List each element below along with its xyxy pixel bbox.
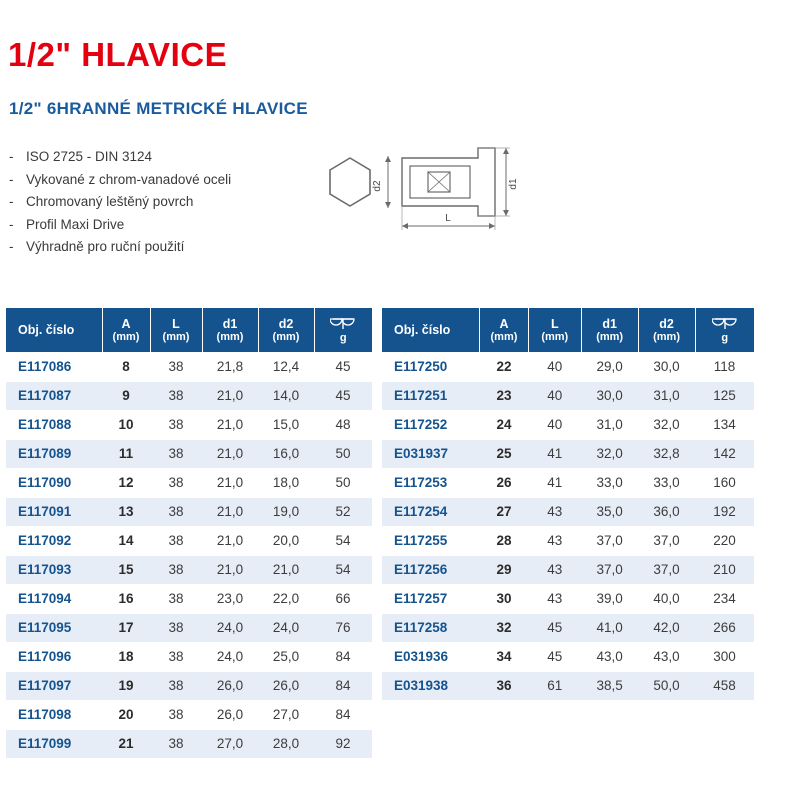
cell-code: E117251 <box>382 381 480 410</box>
table-row <box>6 700 372 729</box>
cell-value: 24 <box>480 410 529 439</box>
cell-value: 33,0 <box>581 468 638 497</box>
cell-value: 20 <box>102 700 150 729</box>
cell-code: E117099 <box>6 729 102 758</box>
cell-value: 43,0 <box>581 642 638 671</box>
cell-value: 41 <box>528 439 581 468</box>
cell-value: 192 <box>695 497 754 526</box>
cell-value: 21,0 <box>202 468 258 497</box>
cell-value: 38 <box>150 642 202 671</box>
cell-code: E117090 <box>6 468 102 497</box>
cell-value: 458 <box>695 671 754 700</box>
cell-value: 12,4 <box>258 352 314 381</box>
feature-text: Chromovaný leštěný povrch <box>26 194 194 209</box>
feature-text: Vykované z chrom-vanadové oceli <box>26 171 232 187</box>
column-header-code: Obj. číslo <box>6 308 102 352</box>
scale-icon <box>330 316 356 332</box>
cell-value: 38 <box>150 497 202 526</box>
cell-value: 26,0 <box>258 671 314 700</box>
cell-value: 84 <box>314 671 372 700</box>
cell-value: 38 <box>150 381 202 410</box>
cell-value: 26,0 <box>202 700 258 729</box>
cell-value: 25 <box>480 439 529 468</box>
cell-value: 28,0 <box>258 729 314 758</box>
table-row <box>382 555 754 584</box>
cell-value: 9 <box>102 381 150 410</box>
table-row <box>6 613 372 642</box>
column-header-weight: g <box>314 308 372 352</box>
cell-value: 23,0 <box>202 584 258 613</box>
column-header-d2: d2 (mm) <box>258 308 314 352</box>
table-row <box>6 468 372 497</box>
cell-value: 12 <box>102 468 150 497</box>
cell-value: 134 <box>695 410 754 439</box>
page-title: 1/2" HLAVICE <box>8 36 228 73</box>
list-item <box>9 146 231 169</box>
cell-value: 52 <box>314 497 372 526</box>
cell-value: 40 <box>528 381 581 410</box>
cell-value: 45 <box>528 642 581 671</box>
product-table-right <box>382 308 754 701</box>
cell-value: 43 <box>528 555 581 584</box>
cell-code: E117258 <box>382 613 480 642</box>
cell-value: 38 <box>150 526 202 555</box>
cell-value: 37,0 <box>638 555 695 584</box>
cell-value: 21,0 <box>202 497 258 526</box>
cell-value: 15 <box>102 555 150 584</box>
table-row <box>6 381 372 410</box>
cell-value: 25,0 <box>258 642 314 671</box>
cell-value: 21,0 <box>202 555 258 584</box>
cell-value: 210 <box>695 555 754 584</box>
column-header-code: Obj. číslo <box>382 308 480 352</box>
cell-value: 38 <box>150 613 202 642</box>
cell-code: E117095 <box>6 613 102 642</box>
cell-value: 21,0 <box>258 555 314 584</box>
cell-value: 39,0 <box>581 584 638 613</box>
cell-value: 38,5 <box>581 671 638 700</box>
label-d2: d2 <box>372 180 383 192</box>
cell-value: 50 <box>314 439 372 468</box>
cell-code: E117096 <box>6 642 102 671</box>
cell-value: 45 <box>314 352 372 381</box>
cell-value: 34 <box>480 642 529 671</box>
cell-value: 38 <box>150 584 202 613</box>
cell-code: E117093 <box>6 555 102 584</box>
cell-value: 142 <box>695 439 754 468</box>
table-row <box>382 613 754 642</box>
cell-value: 22,0 <box>258 584 314 613</box>
cell-value: 15,0 <box>258 410 314 439</box>
table-row <box>382 671 754 700</box>
cell-code: E117250 <box>382 352 480 381</box>
cell-value: 8 <box>102 352 150 381</box>
column-header-a: A (mm) <box>480 308 529 352</box>
table-row <box>382 352 754 381</box>
dash-icon: - <box>9 171 14 187</box>
cell-value: 84 <box>314 642 372 671</box>
cell-value: 17 <box>102 613 150 642</box>
table-row <box>382 439 754 468</box>
cell-value: 40,0 <box>638 584 695 613</box>
table-row <box>6 410 372 439</box>
cell-value: 24,0 <box>258 613 314 642</box>
cell-value: 27 <box>480 497 529 526</box>
cell-value: 21,0 <box>202 381 258 410</box>
cell-value: 43 <box>528 526 581 555</box>
cell-value: 37,0 <box>581 555 638 584</box>
cell-value: 38 <box>150 439 202 468</box>
cell-code: E117091 <box>6 497 102 526</box>
list-item <box>9 214 231 237</box>
cell-value: 30,0 <box>581 381 638 410</box>
cell-value: 18 <box>102 642 150 671</box>
cell-value: 19 <box>102 671 150 700</box>
cell-code: E117089 <box>6 439 102 468</box>
scale-icon <box>712 316 738 332</box>
feature-text: Profil Maxi Drive <box>26 216 125 232</box>
cell-value: 32 <box>480 613 529 642</box>
cell-code: E117252 <box>382 410 480 439</box>
cell-value: 37,0 <box>638 526 695 555</box>
cell-value: 19,0 <box>258 497 314 526</box>
cell-value: 45 <box>528 613 581 642</box>
cell-value: 40 <box>528 410 581 439</box>
table-row <box>382 468 754 497</box>
cell-value: 14,0 <box>258 381 314 410</box>
cell-value: 21,0 <box>202 526 258 555</box>
socket-technical-drawing <box>310 138 540 248</box>
table-row <box>382 584 754 613</box>
cell-value: 38 <box>150 671 202 700</box>
cell-code: E117087 <box>6 381 102 410</box>
dash-icon: - <box>9 216 14 232</box>
list-item <box>9 169 231 192</box>
cell-value: 38 <box>150 555 202 584</box>
cell-value: 32,0 <box>581 439 638 468</box>
cell-value: 28 <box>480 526 529 555</box>
cell-value: 43 <box>528 584 581 613</box>
cell-value: 42,0 <box>638 613 695 642</box>
cell-value: 66 <box>314 584 372 613</box>
cell-value: 21,0 <box>202 410 258 439</box>
column-header-l: L (mm) <box>150 308 202 352</box>
cell-value: 160 <box>695 468 754 497</box>
cell-value: 27,0 <box>258 700 314 729</box>
table-row <box>382 497 754 526</box>
dash-icon: - <box>9 239 14 254</box>
cell-value: 76 <box>314 613 372 642</box>
cell-value: 61 <box>528 671 581 700</box>
cell-value: 21,8 <box>202 352 258 381</box>
table-row <box>6 729 372 758</box>
cell-value: 54 <box>314 555 372 584</box>
dash-icon: - <box>9 149 14 164</box>
table-row <box>6 439 372 468</box>
cell-code: E117097 <box>6 671 102 700</box>
cell-value: 20,0 <box>258 526 314 555</box>
column-header-weight: g <box>695 308 754 352</box>
cell-value: 10 <box>102 410 150 439</box>
column-header-d1: d1 (mm) <box>202 308 258 352</box>
cell-code: E117253 <box>382 468 480 497</box>
cell-value: 22 <box>480 352 529 381</box>
table-row <box>6 352 372 381</box>
cell-value: 36 <box>480 671 529 700</box>
table-row <box>382 410 754 439</box>
cell-value: 24,0 <box>202 642 258 671</box>
cell-value: 37,0 <box>581 526 638 555</box>
feature-text: ISO 2725 - DIN 3124 <box>26 149 153 164</box>
column-header-a: A (mm) <box>102 308 150 352</box>
table-row <box>6 671 372 700</box>
cell-value: 30,0 <box>638 352 695 381</box>
dash-icon: - <box>9 194 14 209</box>
cell-value: 41,0 <box>581 613 638 642</box>
cell-value: 26,0 <box>202 671 258 700</box>
cell-value: 92 <box>314 729 372 758</box>
table-body-left <box>6 352 372 758</box>
table-row <box>382 642 754 671</box>
table-row <box>6 526 372 555</box>
cell-value: 23 <box>480 381 529 410</box>
cell-value: 14 <box>102 526 150 555</box>
cell-value: 21 <box>102 729 150 758</box>
socket-body-outline <box>402 148 495 216</box>
cell-value: 31,0 <box>638 381 695 410</box>
cell-code: E117094 <box>6 584 102 613</box>
table-header-left <box>6 308 372 352</box>
cell-value: 50,0 <box>638 671 695 700</box>
cell-value: 220 <box>695 526 754 555</box>
cell-value: 29,0 <box>581 352 638 381</box>
table-row <box>6 555 372 584</box>
column-header-l: L (mm) <box>528 308 581 352</box>
cell-value: 38 <box>150 410 202 439</box>
cell-value: 18,0 <box>258 468 314 497</box>
cell-value: 54 <box>314 526 372 555</box>
cell-code: E117092 <box>6 526 102 555</box>
cell-value: 38 <box>150 700 202 729</box>
cell-value: 40 <box>528 352 581 381</box>
cell-value: 43,0 <box>638 642 695 671</box>
cell-value: 84 <box>314 700 372 729</box>
cell-value: 27,0 <box>202 729 258 758</box>
cell-value: 36,0 <box>638 497 695 526</box>
page-subtitle: 1/2" 6HRANNÉ METRICKÉ HLAVICE <box>9 99 308 118</box>
cell-value: 266 <box>695 613 754 642</box>
cell-value: 32,8 <box>638 439 695 468</box>
cell-value: 32,0 <box>638 410 695 439</box>
column-header-d2: d2 (mm) <box>638 308 695 352</box>
table-body-right <box>382 352 754 700</box>
cell-value: 41 <box>528 468 581 497</box>
cell-value: 38 <box>150 729 202 758</box>
cell-code: E031937 <box>382 439 480 468</box>
cell-value: 16,0 <box>258 439 314 468</box>
cell-value: 50 <box>314 468 372 497</box>
cell-value: 38 <box>150 468 202 497</box>
cell-value: 125 <box>695 381 754 410</box>
cell-value: 30 <box>480 584 529 613</box>
table-row <box>6 497 372 526</box>
cell-value: 11 <box>102 439 150 468</box>
label-d1: d1 <box>508 178 519 190</box>
cell-value: 43 <box>528 497 581 526</box>
cell-value: 21,0 <box>202 439 258 468</box>
cell-value: 48 <box>314 410 372 439</box>
list-item <box>9 191 231 214</box>
table-row <box>382 381 754 410</box>
cell-value: 234 <box>695 584 754 613</box>
table-row <box>6 584 372 613</box>
cell-value: 45 <box>314 381 372 410</box>
cell-code: E117086 <box>6 352 102 381</box>
list-item <box>9 236 231 259</box>
cell-value: 300 <box>695 642 754 671</box>
cell-value: 26 <box>480 468 529 497</box>
cell-value: 35,0 <box>581 497 638 526</box>
table-row <box>382 526 754 555</box>
cell-value: 38 <box>150 352 202 381</box>
cell-code: E117088 <box>6 410 102 439</box>
cell-value: 31,0 <box>581 410 638 439</box>
cell-code: E117098 <box>6 700 102 729</box>
table-header-right <box>382 308 754 352</box>
socket-diagram-svg <box>310 138 540 248</box>
label-L: L <box>445 213 451 224</box>
cell-value: 33,0 <box>638 468 695 497</box>
cell-value: 24,0 <box>202 613 258 642</box>
hexagon-icon <box>330 158 370 206</box>
cell-code: E117257 <box>382 584 480 613</box>
cell-value: 16 <box>102 584 150 613</box>
product-table-left <box>6 308 372 759</box>
column-header-d1: d1 (mm) <box>581 308 638 352</box>
cell-code: E031936 <box>382 642 480 671</box>
cell-value: 13 <box>102 497 150 526</box>
cell-code: E117255 <box>382 526 480 555</box>
cell-code: E031938 <box>382 671 480 700</box>
feature-text: Výhradně pro ruční použití <box>26 239 185 254</box>
feature-list <box>9 146 231 259</box>
cell-value: 118 <box>695 352 754 381</box>
cell-code: E117256 <box>382 555 480 584</box>
table-row <box>6 642 372 671</box>
cell-value: 29 <box>480 555 529 584</box>
cell-code: E117254 <box>382 497 480 526</box>
